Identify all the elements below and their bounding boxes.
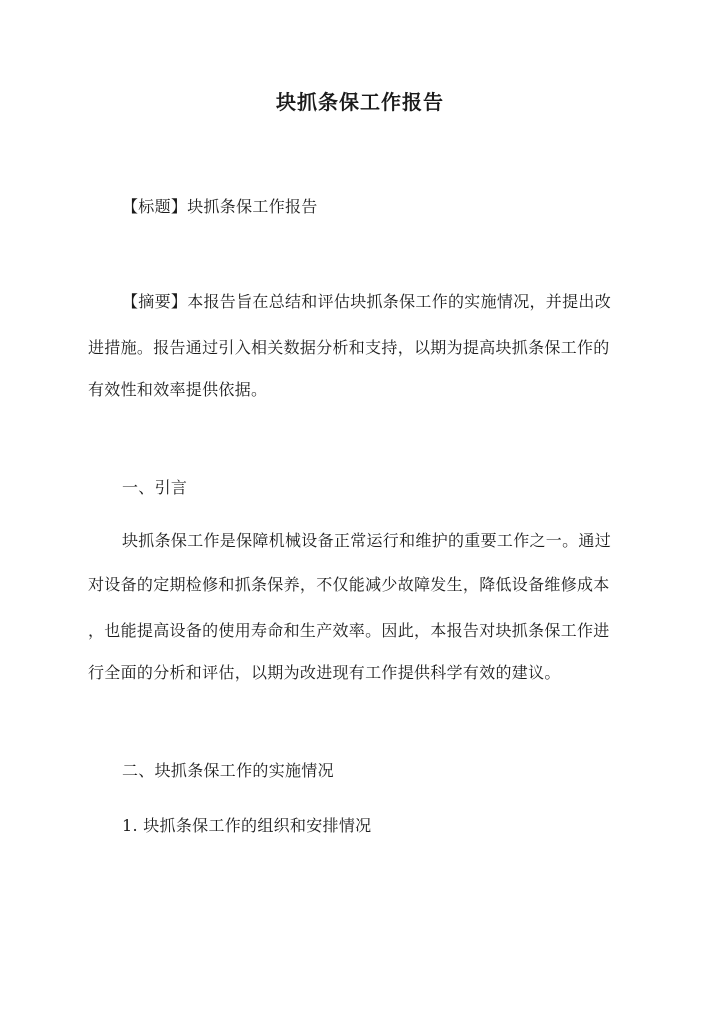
heading-label: 【标题】块抓条保工作报告 (122, 197, 318, 216)
abstract-line-2: 进措施。报告通过引入相关数据分析和支持，以期为提高块抓条保工作的 (88, 338, 610, 357)
subsection1-heading: 1. 块抓条保工作的组织和安排情况 (122, 816, 372, 835)
document-title: 块抓条保工作报告 (276, 90, 444, 114)
abstract-line-1: 【摘要】本报告旨在总结和评估块抓条保工作的实施情况，并提出改 (122, 292, 612, 311)
section2-heading: 二、块抓条保工作的实施情况 (122, 761, 334, 780)
section1-line-4: 行全面的分析和评估，以期为改进现有工作提供科学有效的建议。 (88, 663, 561, 682)
section1-heading: 一、引言 (122, 478, 188, 497)
abstract-line-3: 有效性和效率提供依据。 (88, 380, 268, 399)
section1-line-2: 对设备的定期检修和抓条保养，不仅能减少故障发生，降低设备维修成本 (88, 575, 610, 594)
section1-line-1: 块抓条保工作是保障机械设备正常运行和维护的重要工作之一。通过 (122, 531, 612, 550)
section1-line-3: ，也能提高设备的使用寿命和生产效率。因此，本报告对块抓条保工作进 (88, 621, 610, 640)
